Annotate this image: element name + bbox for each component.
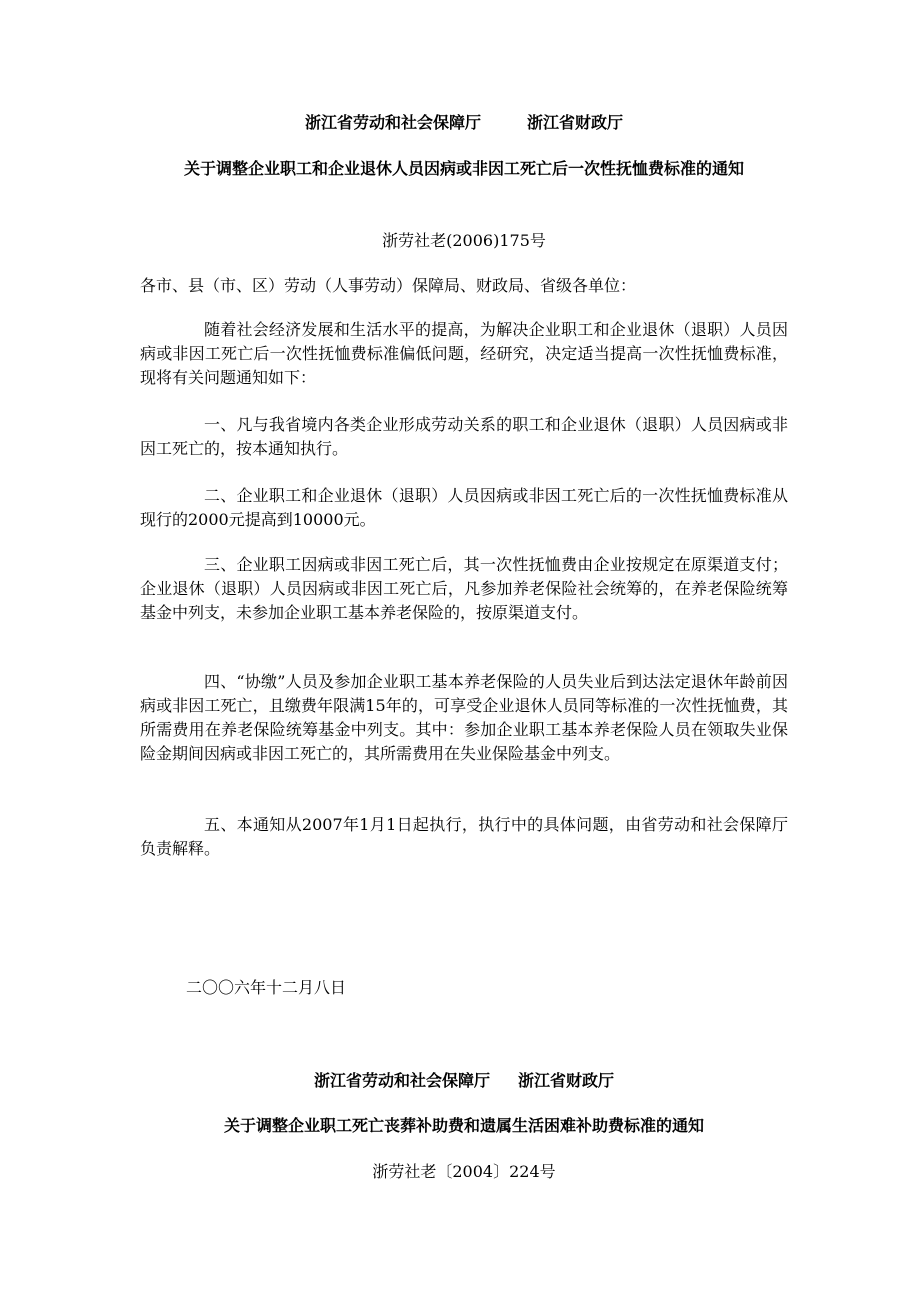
doc1-paragraph-intro: 随着社会经济发展和生活水平的提高，为解决企业职工和企业退休（退职）人员因病或非因工死亡后一次性抚恤费标准偏低问题，经研究，决定适当提高一次性抚恤费标准，现将有关问题通知如下：	[140, 320, 788, 387]
doc2-issuer-b: 浙江省财政厅	[518, 1071, 615, 1090]
doc2-doc-number: 浙劳社老〔2004〕224号	[372, 1162, 556, 1181]
doc1-issuer-b: 浙江省财政厅	[527, 113, 624, 132]
doc1-addressee: 各市、县（市、区）劳动（人事劳动）保障局、财政局、省级各单位：	[140, 276, 637, 295]
doc1-paragraph-2: 二、企业职工和企业退休（退职）人员因病或非因工死亡后的一次性抚恤费标准从现行的2000元提高到10000元。	[140, 486, 788, 529]
doc1-date: 二〇〇六年十二月八日	[186, 978, 347, 997]
doc1-paragraph-4: 四、“协缴”人员及参加企业职工基本养老保险的人员失业后到达法定退休年龄前因病或非因工死亡，且缴费年限满15年的，可享受企业退休人员同等标准的一次性抚恤费，其所需费用在养老保险统筹基金中列支。其中：参加企业职工基本养老保险人员在领取失业保险金期间因病或非因工死亡的，其所需费用在失业保险基金中列支。	[140, 672, 788, 763]
doc1-paragraph-3: 三、企业职工因病或非因工死亡后，其一次性抚恤费由企业按规定在原渠道支付；企业退休（退职）人员因病或非因工死亡后，凡参加养老保险社会统筹的，在养老保险统筹基金中列支，未参加企业职工基本养老保险的，按原渠道支付。	[140, 555, 788, 622]
doc2-title: 关于调整企业职工死亡丧葬补助费和遗属生活困难补助费标准的通知	[223, 1116, 704, 1135]
doc1-issuers	[140, 110, 788, 136]
doc1-paragraph-1: 一、凡与我省境内各类企业形成劳动关系的职工和企业退休（退职）人员因病或非因工死亡的，按本通知执行。	[140, 415, 788, 458]
doc1-doc-number: 浙劳社老(2006)175号	[382, 231, 546, 250]
doc1-paragraph-5: 五、本通知从2007年1月1日起执行，执行中的具体问题，由省劳动和社会保障厅负责解释。	[140, 815, 788, 858]
doc1-issuer-a: 浙江省劳动和社会保障厅	[304, 113, 481, 132]
doc2-issuer-a: 浙江省劳动和社会保障厅	[313, 1071, 490, 1090]
doc2-issuers	[140, 1068, 788, 1094]
doc1-title: 关于调整企业职工和企业退休人员因病或非因工死亡后一次性抚恤费标准的通知	[183, 159, 744, 178]
